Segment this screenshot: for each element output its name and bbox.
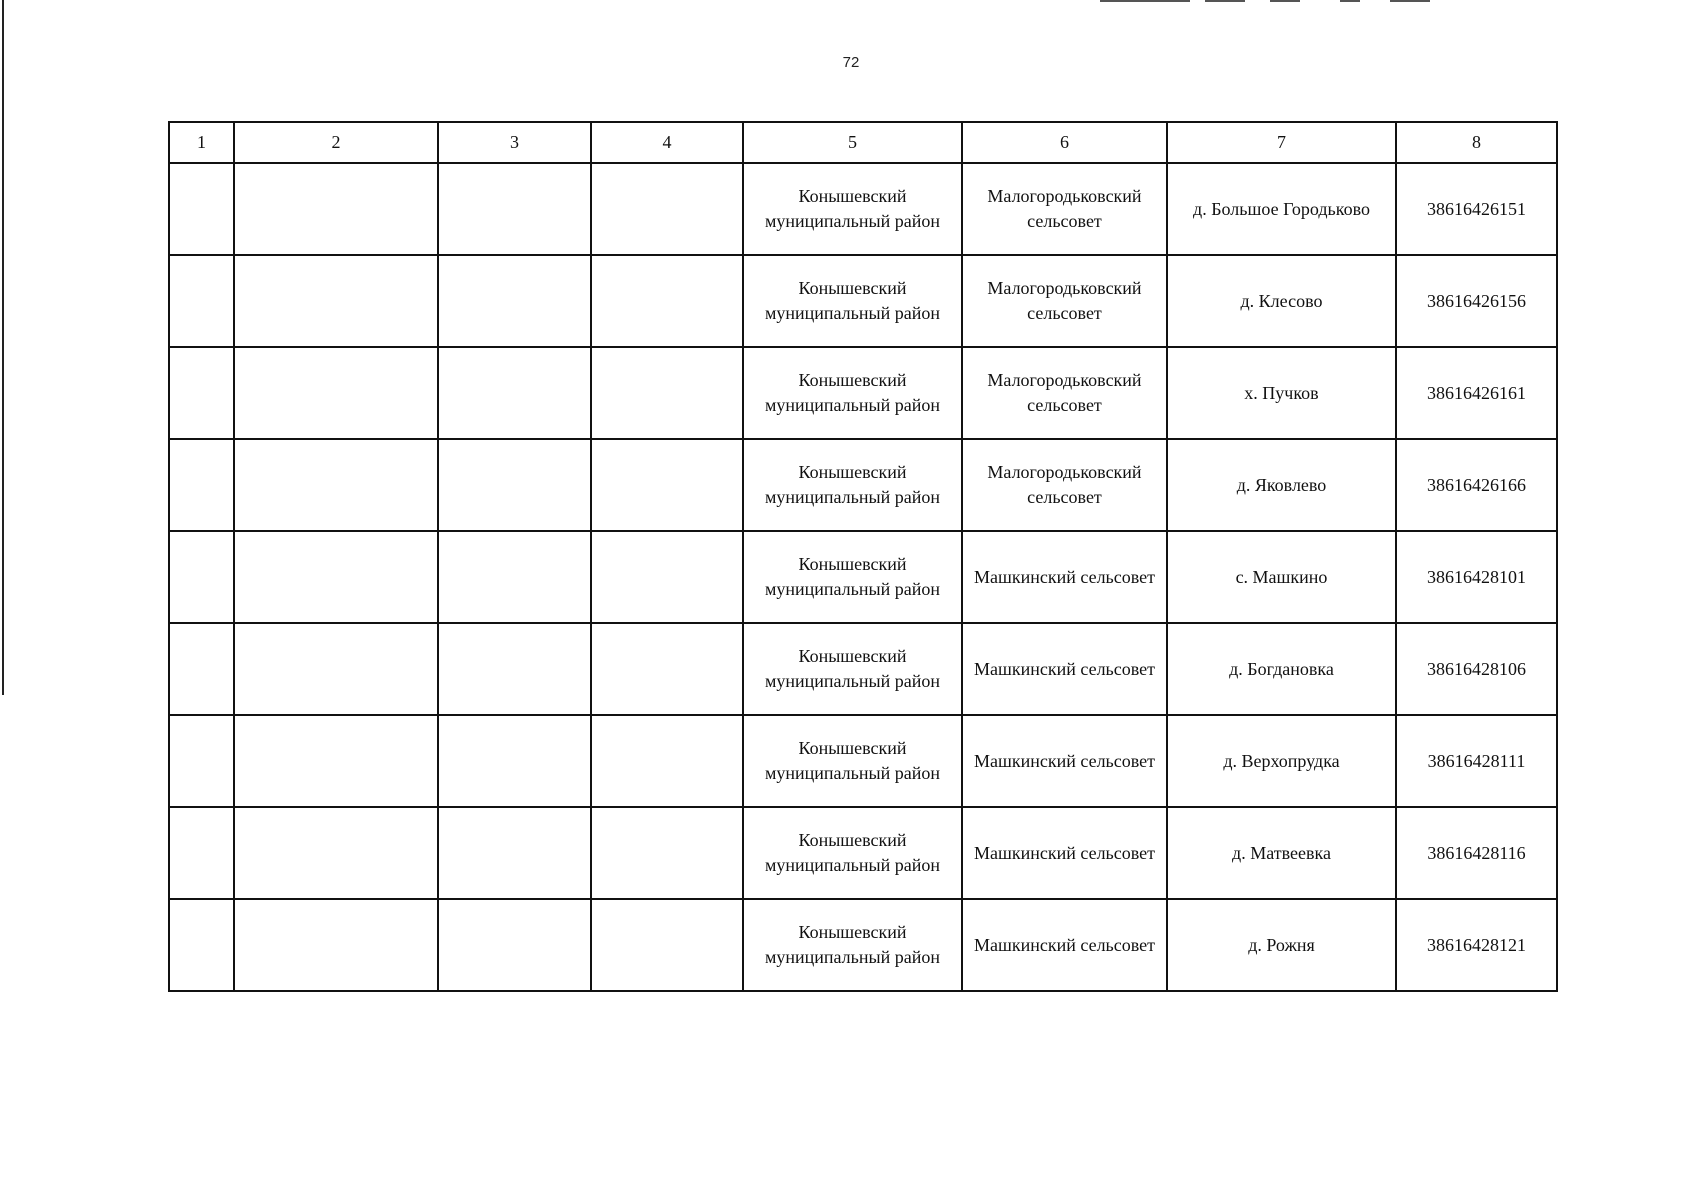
cell-settlement: д. Яковлево xyxy=(1167,439,1396,531)
council-name: Машкинский сельсовет xyxy=(974,750,1155,771)
cell-col1 xyxy=(169,807,234,899)
cell-district xyxy=(743,163,962,255)
cell-code: 38616426166 xyxy=(1396,439,1557,531)
cell-col4 xyxy=(591,899,743,991)
table-row xyxy=(169,255,1557,347)
cell-col4 xyxy=(591,439,743,531)
table-row xyxy=(169,899,1557,991)
district-name: Конышевский xyxy=(798,922,907,942)
table-header-row xyxy=(169,122,1557,163)
cell-col4 xyxy=(591,807,743,899)
council-type: сельсовет xyxy=(1027,487,1102,507)
district-type: муниципальный район xyxy=(764,855,940,875)
cell-col2 xyxy=(234,899,438,991)
cell-col3 xyxy=(438,255,591,347)
cell-settlement: д. Богдановка xyxy=(1167,623,1396,715)
cell-district xyxy=(743,899,962,991)
district-name: Конышевский xyxy=(798,186,907,206)
cell-col1 xyxy=(169,255,234,347)
column-header-1: 1 xyxy=(169,122,234,163)
district-name: Конышевский xyxy=(798,370,907,390)
column-header-8: 8 xyxy=(1396,122,1557,163)
cell-code: 38616428121 xyxy=(1396,899,1557,991)
cell-council xyxy=(962,623,1167,715)
cell-code: 38616428111 xyxy=(1396,715,1557,807)
table-row xyxy=(169,439,1557,531)
table-row xyxy=(169,807,1557,899)
scan-top-marks xyxy=(1100,0,1440,3)
cell-district xyxy=(743,439,962,531)
cell-settlement: д. Рожня xyxy=(1167,899,1396,991)
council-name: Малогородьковский xyxy=(987,278,1142,298)
cell-code: 38616428106 xyxy=(1396,623,1557,715)
table-row xyxy=(169,163,1557,255)
table-row xyxy=(169,623,1557,715)
column-header-3: 3 xyxy=(438,122,591,163)
cell-district xyxy=(743,347,962,439)
cell-col2 xyxy=(234,807,438,899)
cell-col1 xyxy=(169,347,234,439)
cell-col3 xyxy=(438,715,591,807)
cell-col4 xyxy=(591,715,743,807)
cell-settlement: д. Клесово xyxy=(1167,255,1396,347)
cell-code: 38616428101 xyxy=(1396,531,1557,623)
page-number: 72 xyxy=(842,54,860,71)
cell-settlement: д. Верхопрудка xyxy=(1167,715,1396,807)
scan-edge-line xyxy=(2,0,4,695)
council-name: Машкинский сельсовет xyxy=(974,934,1155,955)
district-type: муниципальный район xyxy=(764,211,940,231)
cell-council xyxy=(962,807,1167,899)
cell-district xyxy=(743,623,962,715)
column-header-4: 4 xyxy=(591,122,743,163)
district-name: Конышевский xyxy=(798,462,907,482)
district-name: Конышевский xyxy=(798,554,907,574)
cell-district xyxy=(743,255,962,347)
cell-council xyxy=(962,163,1167,255)
cell-col3 xyxy=(438,899,591,991)
council-type: сельсовет xyxy=(1027,211,1102,231)
cell-col2 xyxy=(234,715,438,807)
district-type: муниципальный район xyxy=(764,579,940,599)
cell-council xyxy=(962,899,1167,991)
district-type: муниципальный район xyxy=(764,947,940,967)
table-row xyxy=(169,715,1557,807)
cell-district xyxy=(743,531,962,623)
cell-col2 xyxy=(234,255,438,347)
column-header-6: 6 xyxy=(962,122,1167,163)
cell-col1 xyxy=(169,531,234,623)
cell-col3 xyxy=(438,439,591,531)
cell-col2 xyxy=(234,623,438,715)
cell-settlement: д. Матвеевка xyxy=(1167,807,1396,899)
cell-col1 xyxy=(169,899,234,991)
cell-col4 xyxy=(591,623,743,715)
cell-settlement: с. Машкино xyxy=(1167,531,1396,623)
column-header-7: 7 xyxy=(1167,122,1396,163)
council-name: Малогородьковский xyxy=(987,370,1142,390)
cell-col2 xyxy=(234,531,438,623)
cell-col4 xyxy=(591,255,743,347)
council-name: Машкинский сельсовет xyxy=(974,658,1155,679)
cell-col2 xyxy=(234,163,438,255)
cell-col4 xyxy=(591,347,743,439)
cell-col4 xyxy=(591,531,743,623)
cell-district xyxy=(743,807,962,899)
district-type: муниципальный район xyxy=(764,303,940,323)
cell-col3 xyxy=(438,163,591,255)
column-header-2: 2 xyxy=(234,122,438,163)
cell-col1 xyxy=(169,163,234,255)
table-row xyxy=(169,347,1557,439)
column-header-5: 5 xyxy=(743,122,962,163)
cell-col1 xyxy=(169,623,234,715)
cell-col2 xyxy=(234,347,438,439)
register-table xyxy=(168,121,1558,992)
cell-col1 xyxy=(169,715,234,807)
cell-council xyxy=(962,439,1167,531)
district-type: муниципальный район xyxy=(764,487,940,507)
cell-code: 38616426156 xyxy=(1396,255,1557,347)
cell-council xyxy=(962,715,1167,807)
table-row xyxy=(169,531,1557,623)
district-name: Конышевский xyxy=(798,646,907,666)
cell-code: 38616428116 xyxy=(1396,807,1557,899)
district-type: муниципальный район xyxy=(764,395,940,415)
cell-council xyxy=(962,347,1167,439)
council-name: Малогородьковский xyxy=(987,462,1142,482)
cell-col3 xyxy=(438,531,591,623)
district-type: муниципальный район xyxy=(764,671,940,691)
cell-district xyxy=(743,715,962,807)
cell-code: 38616426161 xyxy=(1396,347,1557,439)
council-name: Машкинский сельсовет xyxy=(974,842,1155,863)
council-name: Машкинский сельсовет xyxy=(974,566,1155,587)
cell-col3 xyxy=(438,807,591,899)
cell-council xyxy=(962,255,1167,347)
district-name: Конышевский xyxy=(798,830,907,850)
council-type: сельсовет xyxy=(1027,303,1102,323)
district-type: муниципальный район xyxy=(764,763,940,783)
district-name: Конышевский xyxy=(798,278,907,298)
council-name: Малогородьковский xyxy=(987,186,1142,206)
cell-col2 xyxy=(234,439,438,531)
cell-council xyxy=(962,531,1167,623)
cell-code: 38616426151 xyxy=(1396,163,1557,255)
cell-settlement: х. Пучков xyxy=(1167,347,1396,439)
council-type: сельсовет xyxy=(1027,395,1102,415)
cell-settlement: д. Большое Городьково xyxy=(1167,163,1396,255)
cell-col3 xyxy=(438,623,591,715)
cell-col4 xyxy=(591,163,743,255)
district-name: Конышевский xyxy=(798,738,907,758)
cell-col1 xyxy=(169,439,234,531)
cell-col3 xyxy=(438,347,591,439)
